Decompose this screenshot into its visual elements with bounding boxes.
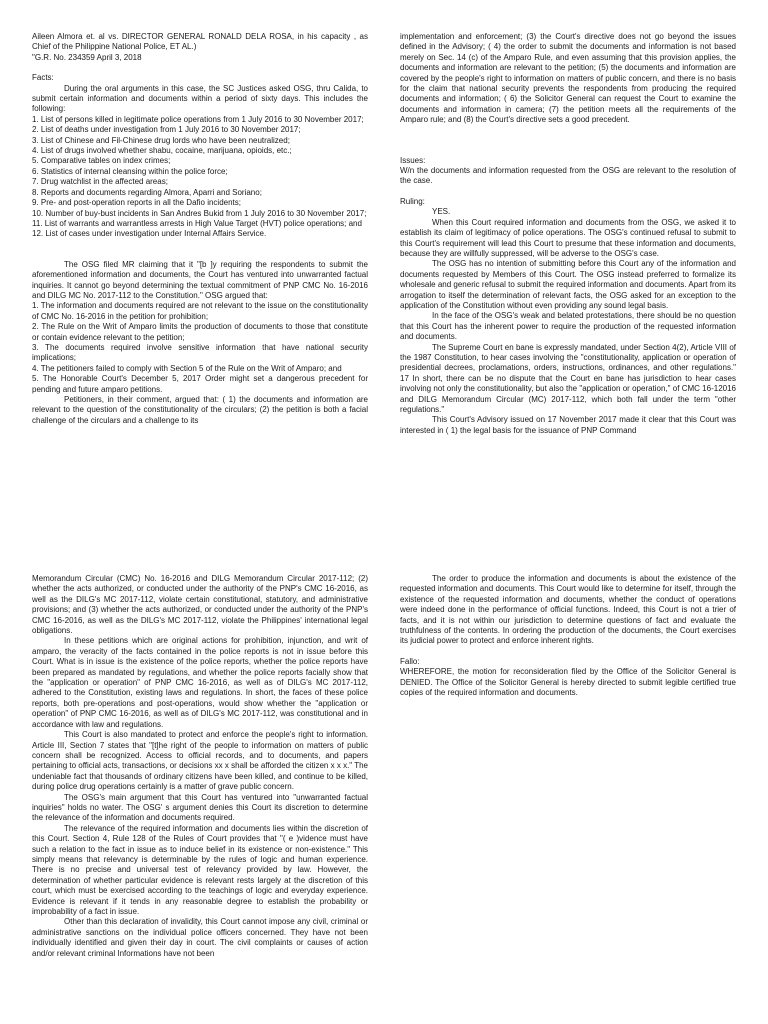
facts-item: 12. List of cases under investigation under Internal Affairs Service. [32,229,267,239]
facts-item: 9. Pre- and post-operation reports in all the Dafio incidents; [32,198,242,208]
continuation-paragraph: Memorandum Circular (CMC) No. 16-2016 and DILG Memorandum Circular 2017-112; (2) whether the acts authorized, or conducted under the authority of the PNP's CMC 16-2016, as well as the DILG's MC 2017-112, violate certain constitutional, statutory, and administrative provisions; and (3) whether the acts authorized, or conducted under the authority of the PNP's CMC 16-2016, as well as the DILG's MC 2017-112, violate the Philippines' international legal obligations. [32,574,368,636]
issues-text: W/n the documents and information requested from the OSG are relevant to the resolution of the case. [400,166,736,186]
body-paragraph: The OSG's main argument that this Court has ventured into "unwarranted factual inquiries" holds no water. The OSG' s argument denies this Court its discretion to determine the relevance of the information and documents required. [32,792,368,823]
mr-item: 5. The Honorable Court's December 5, 2017 Order might set a dangerous precedent for pending and future amparo petitions. [32,374,368,394]
ruling-paragraph: In the face of the OSG's weak and belated protestations, there should be no question that this Court has the inherent power to require the production of the requested information and documents. [400,311,736,342]
body-paragraph: In these petitions which are original actions for prohibition, injunction, and writ of amparo, the veracity of the facts contained in the police reports is not in issue before this Court. What is in issue is the existence of the police reports, whether the police reports have been prepared as mandated by regulations, and whether the police reports facially show that the "application or operation" of PNP CMC 16-2016, as well as of DILG's MC 2017-112, adhered to the Constitution, existing laws and regulations. In short, the faces of these police reports, both pre-operations and post-operations, would show whether the "application or operation" of PNP CMC 16-2016, as well as of DILG's MC 2017-112, was constitutional and in accordance with law and regulations. [32,636,368,729]
ruling-paragraph: This Court's Advisory issued on 17 November 2017 made it clear that this Court was interested in ( 1) the legal basis for the issuance of PNP Command [400,415,736,435]
facts-intro: During the oral arguments in this case, the SC Justices asked OSG, thru Calida, to submit certain information and documents within a period of sixty days. This includes the following: [32,83,368,114]
ruling-paragraph: The Supreme Court en bane is expressly mandated, under Section 4(2), Article VIII of the 1987 Constitution, to hear cases involving the "constitutionality, application or operation of presidential decrees, proclamations, orders, instructions, ordinances, and other regulations." 17 In short, there can be no dispute that the Court en bane has jurisdiction to hear cases involving not only the constitutionality, but also the "application or operation," of CMC 16-12016 and DILG Memorandum Circular (MC) 2017-112, which both fall under the term "other regulations." [400,342,736,414]
ruling-paragraph: The OSG has no intention of submitting before this Court any of the information and documents requested by Members of this Court. The OSG instead preferred to formalize its wholesale and generic refusal to submit the required information and documents. Apart from its arrogation to itself the determination of relevant facts, the OSG asked for an exception to the application of the Constitution without even providing any sound legal basis. [400,259,736,310]
petitioners-paragraph: Petitioners, in their comment, argued that: ( 1) the documents and information are relevant to the question of the constitutionality of the circulars; (2) the petition is both a facial challenge of the circulars and a challenge to its [32,395,368,425]
fallo-heading: Fallo: [400,656,420,666]
ruling-answer: YES. [432,207,451,217]
body-paragraph: The order to produce the information and documents is about the existence of the requested information and documents. This Court would like to determine for itself, through the existence of the requested information and documents, whether the conduct of operations were indeed done in the performance of official functions. Indeed, this Court is not a trier of facts, and it is not within our jurisdiction to determine questions of fact and evaluate the truthfulness of the contents. In ordering the production of the documents, the Court exercises its judicial power to protect and enforce inherent rights. [400,574,736,646]
facts-heading: Facts: [32,73,54,83]
facts-item: 2. List of deaths under investigation from 1 July 2016 to 30 November 2017; [32,125,301,135]
facts-item: 5. Comparative tables on index crimes; [32,156,171,166]
facts-item: 3. List of Chinese and Fil-Chinese drug lords who have been neutralized; [32,135,290,145]
case-title: Aileen Almora et. al vs. DIRECTOR GENERAL RONALD DELA ROSA, in his capacity , as Chief of the Philippine National Police, ET AL.) [32,32,368,52]
issues-heading: Issues: [400,155,426,165]
page-divider [0,536,768,568]
facts-item: 7. Drug watchlist in the affected areas; [32,177,168,187]
body-paragraph: The relevance of the required information and documents lies within the discretion of this Court. Section 4, Rule 128 of the Rules of Court provides that "( e )vidence must have such a relation to the fact in issue as to induce belief in its existence or non-existence." This simply means that relevancy is determinable by the rules of logic and human experience. There is no precise and universal test of relevancy provided by law. However, the determination of whether particular evidence is relevant rests largely at the discretion of this court, which must be exercised according to the teachings of logic and everyday experience. Evidence is relevant if it tends in any reasonable degree to establish the probability or improbability of a fact in issue. [32,823,368,916]
page1-right-column [400,32,736,536]
body-paragraph: This Court is also mandated to protect and enforce the people's right to information. Article III, Section 7 states that "[t]he right of the people to information on matters of public concern shall be recognized. Access to official records, and to documents, and papers pertaining to official acts, transactions, or decisions xx x shall be afforded the citizen x x x." The undeniable fact that thousands of ordinary citizens have been killed, and continue to be killed, during police drug operations certainly is a matter of grave public concern. [32,730,368,792]
body-paragraph: Other than this declaration of invalidity, this Court cannot impose any civil, criminal or administrative sanctions on the individual police officers concerned. They have not been individually identified and given their day in court. The civil complaints or causes of action and/or relevant criminal Informations have not been [32,917,368,958]
page1-left-column [32,32,368,536]
facts-item: 4. List of drugs involved whether shabu, cocaine, marijuana, opioids, etc.; [32,146,292,156]
case-citation: "G.R. No. 234359 April 3, 2018 [32,52,142,62]
facts-item: 11. List of warrants and warrantless arrests in High Value Target (HVT) police operations; and [32,218,362,228]
facts-item: 10. Number of buy-bust incidents in San Andres Bukid from 1 July 2016 to 30 November 2017; [32,208,367,218]
fallo-text: WHEREFORE, the motion for reconsideration filed by the Office of the Solicitor General is DENIED. The Office of the Solicitor General is hereby directed to submit legible certified true copies of the required information and documents. [400,667,736,698]
ruling-heading: Ruling: [400,196,425,206]
facts-item: 8. Reports and documents regarding Almora, Aparri and Soriano; [32,187,262,197]
page2-right-column [400,574,736,874]
mr-item: 2. The Rule on the Writ of Amparo limits the production of documents to those that constitute or contain evidence relevant to the petition; [32,322,368,342]
mr-item: 1. The information and documents required are not relevant to the issue on the constitutionality of CMC No. 16-2016 in the petition for prohibition; [32,301,368,321]
facts-item: 1. List of persons killed in legitimate police operations from 1 July 2016 to 30 November 2017; [32,114,364,124]
mr-item: 3. The documents required involve sensitive information that have national security implications; [32,342,368,363]
facts-item: 6. Statistics of internal cleansing within the police force; [32,166,228,176]
mr-item: 4. The petitioners failed to comply with Section 5 of the Rule on the Writ of Amparo; and [32,363,342,373]
ruling-paragraph: When this Court required information and documents from the OSG, we asked it to establish its claim of legitimacy of police operations. The OSG's continued refusal to submit to this Court's requirement will lead this Court to presume that these information and documents, because they are willfully suppressed, will be adverse to the OSG's case. [400,217,736,258]
continuation-paragraph: implementation and enforcement; (3) the Court's directive does not go beyond the issues defined in the Advisory; ( 4) the order to submit the documents and information is not based merely on Sec. 14 (c) of the Amparo Rule, and even assuming that this provision applies, the documents and information are relevant to the petition; (5) the documents and information are covered by the people's right to information on matters of public concern, and there is no basis for the claim that national security prevents the respondents from producing the required documents and information; ( 6) the Solicitor General can request the Court to examine the documents and information in camera; (7) the petition meets all the requirements of the Amparo rule; and (8) the Court's directive sets a good precedent. [400,32,736,125]
page2-left-column [32,574,368,1024]
mr-intro: The OSG filed MR claiming that it "[b ]y requiring the respondents to submit the aforementioned information and documents, the Court has ventured into unwarranted factual inquiries. It cannot go beyond determining the textual commitment of PNP CMC No. 16-2016 and DILG MC No. 2017-112 to the Constitution." OSG argued that: [32,259,368,300]
